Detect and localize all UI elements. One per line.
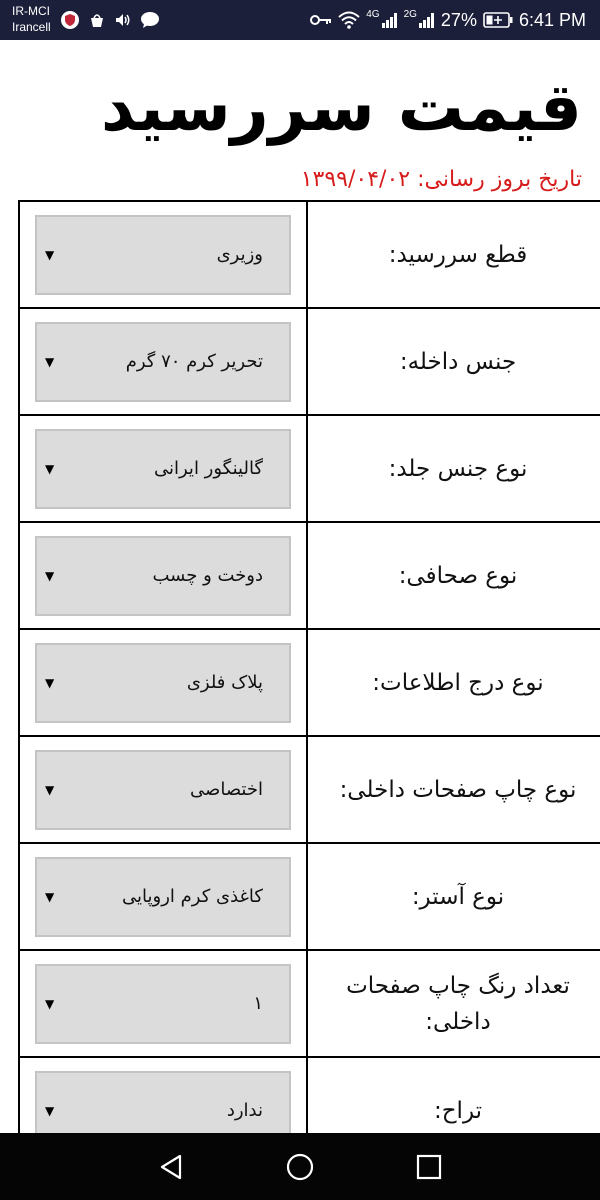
option-select[interactable] [35,536,291,616]
network-type-2: 2G [403,8,417,20]
carrier-line-1: IR-MCI [12,4,50,18]
clock: 6:41 PM [518,9,586,30]
back-icon[interactable] [154,1150,188,1184]
option-select-value: پلاک فلزی [186,672,263,693]
option-select[interactable] [35,429,291,509]
option-row [19,415,600,522]
key-icon [310,13,332,27]
option-label: نوع چاپ صفحات داخلی: [307,736,600,843]
system-status-icons [310,0,586,40]
option-select[interactable] [35,643,291,723]
dropdown-arrow-icon: ▼ [45,675,55,690]
signal-icon-2 [419,12,435,28]
dropdown-arrow-icon: ▼ [45,782,55,797]
option-select[interactable] [35,215,291,295]
dropdown-arrow-icon: ▼ [45,568,55,583]
option-select-value: دوخت و چسب [152,565,263,586]
option-label: نوع آستر: [307,843,600,950]
option-select-value: اختصاصی [190,779,263,800]
option-select-cell [19,308,307,415]
option-select-cell [19,629,307,736]
option-row [19,308,600,415]
status-bar [0,0,600,40]
recents-icon[interactable] [412,1150,446,1184]
option-select-cell [19,950,307,1057]
option-select-value: ندارد [226,1100,263,1121]
dropdown-arrow-icon: ▼ [45,247,55,262]
option-label: تراح: [307,1057,600,1164]
option-select[interactable] [35,964,291,1044]
option-select-cell [19,522,307,629]
update-date-label: تاریخ بروز رسانی: [417,167,582,192]
volume-icon [114,11,132,29]
option-row [19,629,600,736]
option-select-value: ۱ [253,993,263,1014]
notification-icons [60,9,160,31]
dropdown-arrow-icon: ▼ [45,354,55,369]
carrier-names [12,3,51,35]
option-select[interactable] [35,322,291,402]
carrier-line-2: Irancell [12,20,51,34]
option-label: نوع صحافی: [307,522,600,629]
option-row [19,736,600,843]
bag-icon [88,11,106,29]
signal-icon [382,12,398,28]
option-label: جنس داخله: [307,308,600,415]
option-select-cell [19,415,307,522]
option-select-cell [19,201,307,308]
option-select-cell [19,843,307,950]
dropdown-arrow-icon: ▼ [45,889,55,904]
option-label: تعداد رنگ چاپ صفحات داخلی: [307,950,600,1057]
option-row [19,201,600,308]
battery-icon [483,12,513,28]
option-label: نوع درج اطلاعات: [307,629,600,736]
battery-percent: 27% [440,9,477,30]
option-select-cell [19,736,307,843]
option-select[interactable] [35,750,291,830]
option-row [19,843,600,950]
option-select-value: گالینگور ایرانی [153,458,263,479]
option-row [19,950,600,1057]
option-row [19,522,600,629]
option-select-value: تحریر کرم ۷۰ گرم [125,351,263,372]
shield-icon [60,10,80,30]
options-table [18,200,600,1165]
network-type-1: 4G [366,8,380,20]
dropdown-arrow-icon: ▼ [45,996,55,1011]
dropdown-arrow-icon: ▼ [45,1103,55,1118]
update-date-line [301,162,582,198]
chat-icon [140,11,160,29]
option-select[interactable] [35,857,291,937]
option-label: قطع سررسید: [307,201,600,308]
update-date-value: ۱۳۹۹/۰۴/۰۲ [300,167,411,192]
wifi-icon [338,11,360,29]
option-select-value: کاغذی کرم اروپایی [122,886,263,907]
navigation-bar [0,1133,600,1200]
option-select-value: وزیری [216,244,263,265]
option-label: نوع جنس جلد: [307,415,600,522]
dropdown-arrow-icon: ▼ [45,461,55,476]
page-title: قیمت سررسید [100,69,582,146]
home-icon[interactable] [283,1150,317,1184]
